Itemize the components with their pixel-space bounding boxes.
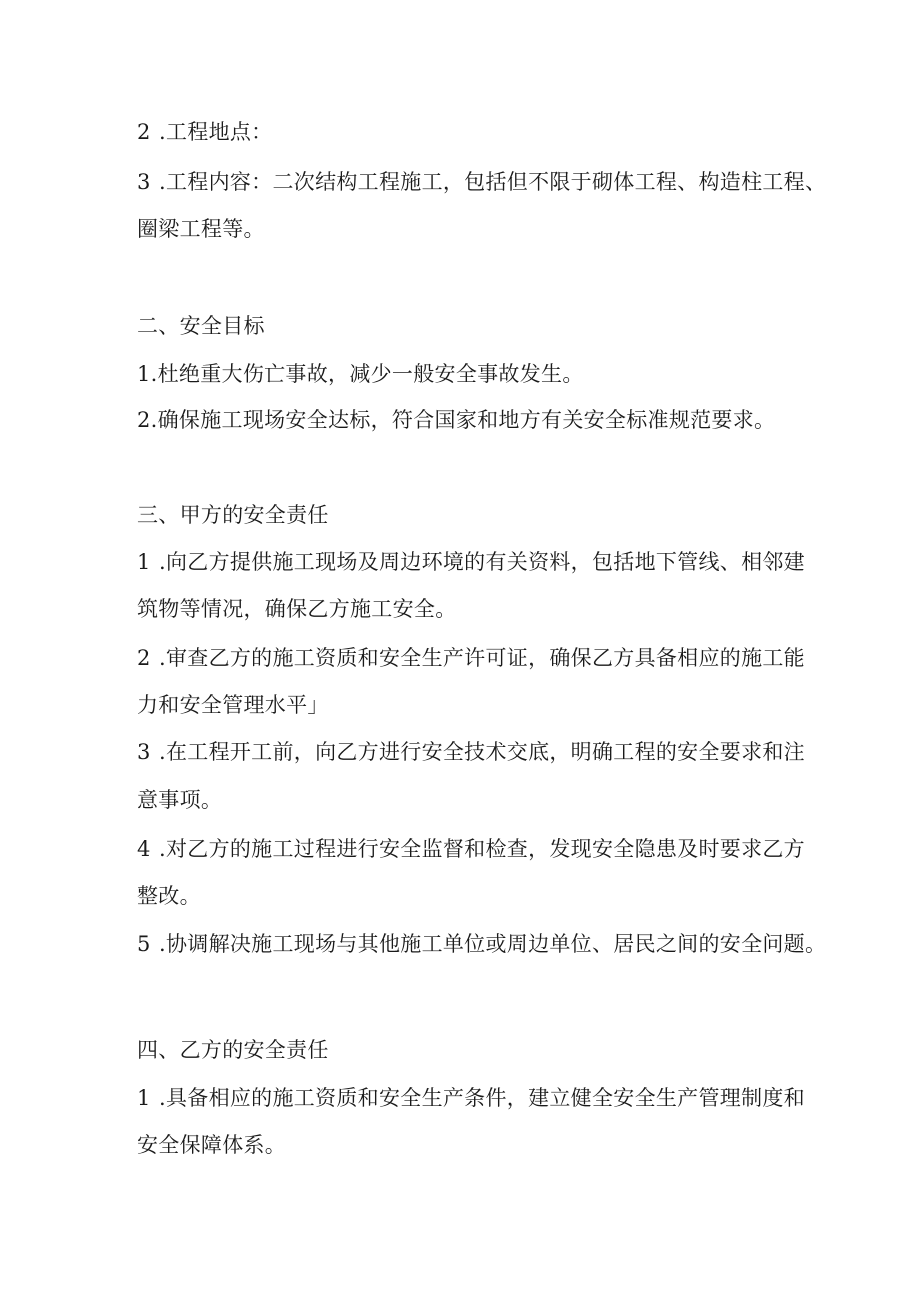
- list-item-continuation: 筑物等情况，确保乙方施工安全。: [137, 597, 457, 621]
- item-number: 2: [137, 646, 151, 670]
- item-number: 5: [137, 932, 151, 956]
- item-number: 4: [137, 837, 151, 861]
- list-item: [137, 547, 805, 577]
- section-heading: 三、甲方的安全责任: [137, 503, 329, 527]
- list-item: [137, 167, 827, 197]
- item-number: 1: [137, 550, 151, 574]
- section-heading: 四、乙方的安全责任: [137, 1038, 329, 1062]
- section-heading: 二、安全目标: [137, 314, 265, 338]
- item-number: 3: [137, 740, 151, 764]
- item-text: .协调解决施工现场与其他施工单位或周边单位、居民之间的安全问题。: [159, 932, 827, 956]
- item-text: .审查乙方的施工资质和安全生产许可证，确保乙方具备相应的施工能: [159, 646, 805, 670]
- item-text: .对乙方的施工过程进行安全监督和检查，发现安全隐患及时要求乙方: [159, 837, 805, 861]
- list-item: [137, 1083, 805, 1113]
- list-item: [137, 737, 805, 767]
- item-text: .工程地点：: [159, 120, 273, 144]
- list-item: [137, 929, 827, 959]
- list-item: [137, 643, 805, 673]
- item-text: .在工程开工前，向乙方进行安全技术交底，明确工程的安全要求和注: [159, 740, 805, 764]
- list-item-continuation: 力和安全管理水平」: [137, 693, 329, 717]
- item-text: .具备相应的施工资质和安全生产条件，建立健全安全生产管理制度和: [159, 1086, 805, 1110]
- list-item: 2.确保施工现场安全达标，符合国家和地方有关安全标准规范要求。: [137, 408, 776, 432]
- list-item-continuation: 圈梁工程等。: [137, 217, 265, 241]
- item-number: 2: [137, 120, 151, 144]
- list-item: [137, 117, 787, 147]
- item-text: .工程内容：二次结构工程施工，包括但不限于砌体工程、构造柱工程、: [159, 170, 827, 194]
- list-item-continuation: 意事项。: [137, 788, 223, 812]
- list-item-continuation: 整改。: [137, 884, 201, 908]
- item-number: 3: [137, 170, 151, 194]
- item-number: 1: [137, 1086, 151, 1110]
- item-text: .向乙方提供施工现场及周边环境的有关资料，包括地下管线、相邻建: [159, 550, 805, 574]
- list-item-continuation: 安全保障体系。: [137, 1133, 287, 1157]
- list-item: 1.杜绝重大伤亡事故，减少一般安全事故发生。: [137, 362, 584, 386]
- list-item: [137, 834, 805, 864]
